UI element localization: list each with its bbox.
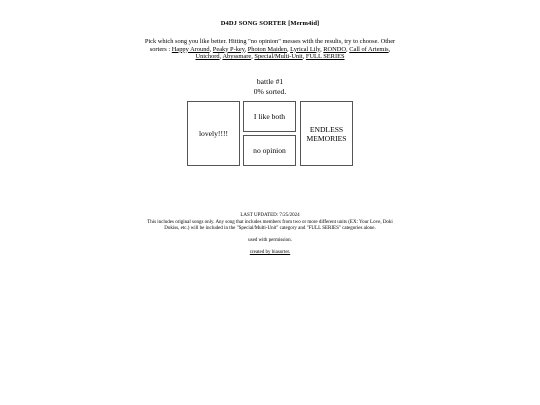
link-unichord[interactable]: Unichord bbox=[195, 53, 220, 61]
link-call-of-artemis[interactable]: Call of Artemis bbox=[349, 45, 389, 53]
credit-link[interactable]: created by biasorter. bbox=[249, 250, 291, 256]
battle-status bbox=[0, 77, 540, 96]
link-photon-maiden[interactable]: Photon Maiden bbox=[247, 45, 287, 53]
intro-instructions: Pick which song you like better. Hitting "no opinion" messes with the results, try to choose. bbox=[144, 38, 380, 45]
right-song-label: ENDLESS MEMORIES bbox=[306, 124, 347, 143]
left-song-label: lovely!!!! bbox=[198, 129, 229, 138]
left-song-choice[interactable] bbox=[187, 101, 240, 166]
like-both-button[interactable] bbox=[243, 101, 296, 132]
link-lyrical-lily[interactable]: Lyrical Lily bbox=[290, 45, 321, 53]
link-abyssmare[interactable]: Abyssmare bbox=[222, 53, 252, 61]
other-sorters-label: Other sorters : bbox=[149, 38, 396, 53]
link-full-series[interactable]: FULL SERIES bbox=[305, 53, 345, 61]
link-rondo[interactable]: RONDO bbox=[323, 45, 347, 53]
like-both-label: I like both bbox=[253, 112, 286, 121]
footer bbox=[140, 213, 400, 262]
progress-text: 0% sorted. bbox=[253, 86, 287, 96]
no-opinion-button[interactable] bbox=[243, 135, 296, 166]
link-happy-around[interactable]: Happy Around bbox=[171, 45, 210, 53]
link-peaky-p-key[interactable]: Peaky P-key bbox=[212, 45, 245, 53]
intro-text: Pick which song you like better. Hitting "no opinion" messes with the results, try to choose. Other sorters : Happy Around, Peaky P-key, Photon Maiden, Lyrical Lily, RONDO, Call of Artemis, Unichord, Abyssmare, Special/Multi-Unit, FULL SERIES bbox=[144, 38, 396, 61]
battle-number: battle #1 bbox=[256, 77, 284, 86]
right-song-choice[interactable] bbox=[300, 101, 353, 166]
permission-note: used with permission. bbox=[248, 238, 292, 244]
footer-note: This includes original songs only. Any song that includes members from two or more different units (EX: Your Love, Doki Dokiss, etc.) will be included in the "Special/Multi-Unit" category and "FULL SERIES" categories alone. bbox=[147, 219, 393, 232]
link-special-multi-unit[interactable]: Special/Multi-Unit bbox=[254, 53, 303, 61]
page-title: D4DJ SONG SORTER [Merm4id] bbox=[220, 20, 320, 27]
last-updated: LAST UPDATED: 7/25/2024 bbox=[240, 213, 300, 218]
no-opinion-label: no opinion bbox=[253, 146, 286, 155]
